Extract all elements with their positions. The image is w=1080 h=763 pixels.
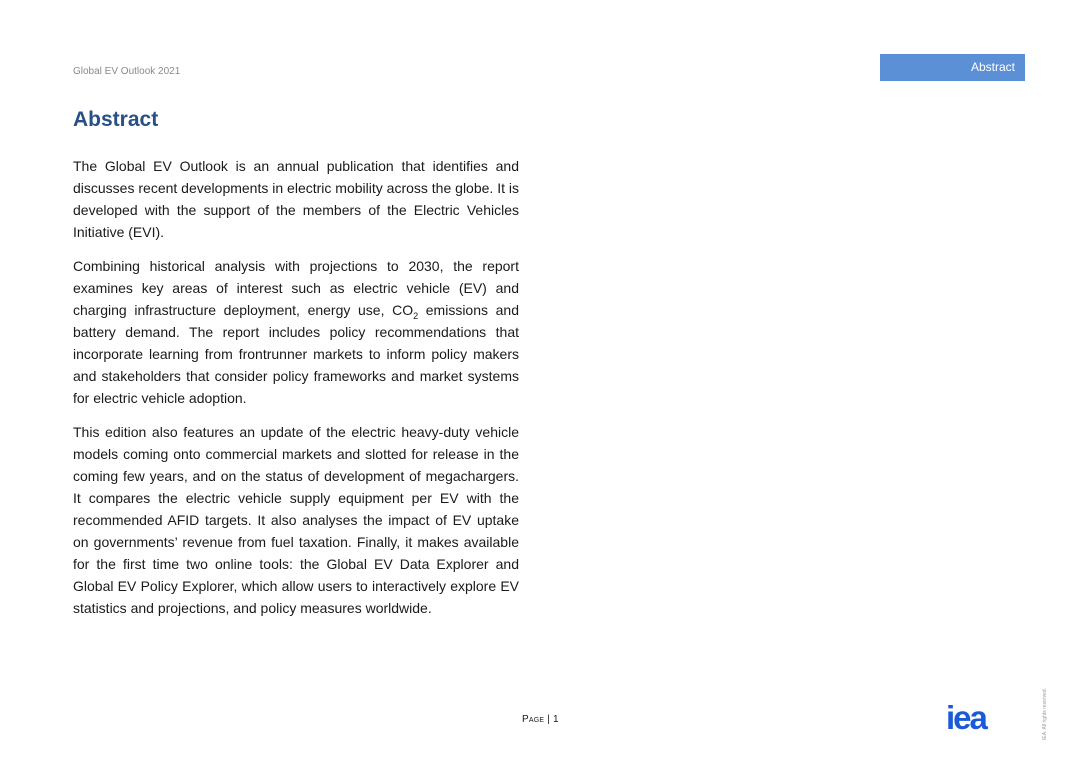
co2-subscript: 2: [413, 310, 419, 321]
iea-logo-text: iea: [946, 703, 986, 733]
page-title: Abstract: [73, 108, 159, 131]
report-title: Global EV Outlook 2021: [73, 66, 181, 77]
paragraph-2-part-2: emissions and battery demand. The report includes policy recommendations that incorporate learning from frontrunner markets to inform policy makers and stakeholders that consider policy frameworks and market systems for electric vehicle adoption.: [73, 302, 519, 406]
paragraph-2: [73, 255, 519, 409]
section-tab: Abstract: [880, 54, 1025, 81]
paragraph-1: The Global EV Outlook is an annual publication that identifies and discusses recent developments in electric mobility across the globe. It is developed with the support of the members of the Electric Vehicles Initiative (EVI).: [73, 158, 519, 240]
iea-logo: [946, 703, 1008, 733]
paragraph-3: This edition also features an update of the electric heavy-duty vehicle models coming onto commercial markets and slotted for release in the coming few years, and on the status of development of megachargers. It compares the electric vehicle supply equipment per EV with the recommended AFID targets. It also analyses the impact of EV uptake on governments’ revenue from fuel taxation. Finally, it makes available for the first time two online tools: the Global EV Data Explorer and Global EV Policy Explorer, which allow users to interactively explore EV statistics and projections, and policy measures worldwide.: [73, 424, 519, 616]
abstract-body: [73, 155, 519, 631]
page-number-value: 1: [553, 714, 559, 725]
paragraph-2-part-1: Combining historical analysis with projections to 2030, the report examines key areas of interest such as electric vehicle (EV) and charging infrastructure deployment, energy use, CO: [73, 258, 519, 318]
page-number: [522, 714, 559, 725]
rights-notice: IEA. All rights reserved.: [1042, 688, 1048, 740]
page-separator: |: [544, 714, 554, 725]
page-label: Page: [522, 714, 545, 725]
